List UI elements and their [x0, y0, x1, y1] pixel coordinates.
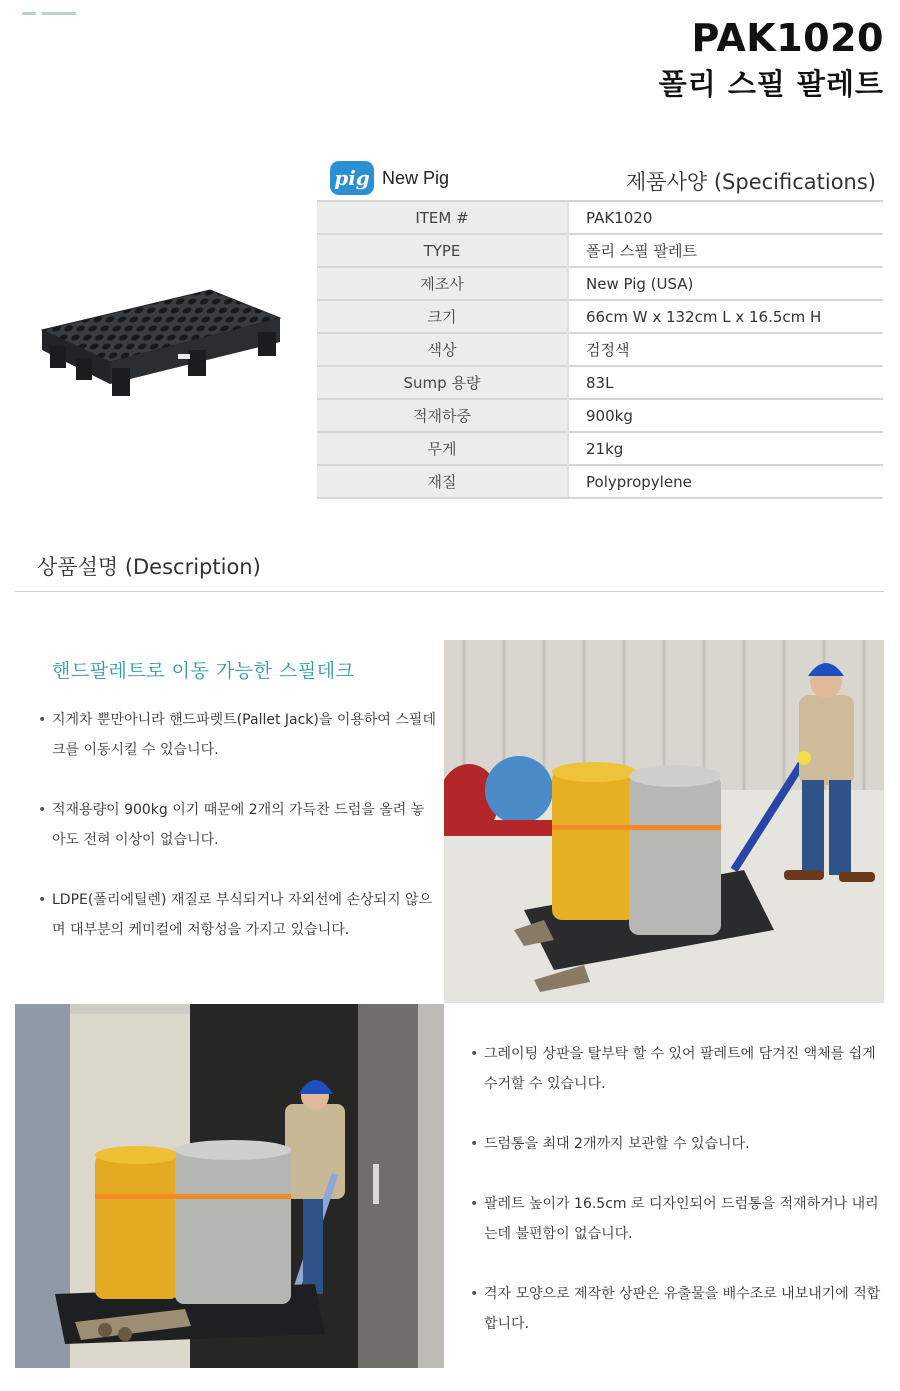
spec-value: PAK1020 — [568, 201, 883, 234]
product-name: 폴리 스필 팔레트 — [658, 67, 884, 101]
spec-key: Sump 용량 — [317, 366, 568, 399]
top-decoration — [22, 0, 102, 4]
pallet-product-image — [38, 288, 282, 398]
spec-value: 21kg — [568, 432, 883, 465]
spec-key: 적재하중 — [317, 399, 568, 432]
left-bullet-list — [38, 705, 436, 945]
pallet-jack-photo — [444, 640, 884, 1003]
spec-row — [317, 333, 883, 366]
bullet-item: • LDPE(폴리에틸렌) 재질로 부식되거나 자외선에 손상되지 않으며 대부분의 케미컬에 저항성을 가지고 있습니다. — [38, 885, 436, 945]
spec-key: 크기 — [317, 300, 568, 333]
spec-row — [317, 432, 883, 465]
section-divider — [15, 591, 884, 592]
bullet-item: • 격자 모양으로 제작한 상판은 유출물을 배수조로 내보내기에 적합합니다. — [470, 1279, 882, 1339]
spec-key: 색상 — [317, 333, 568, 366]
brand-name: New Pig — [382, 167, 450, 188]
bullet-item: • 지게차 뿐만아니라 핸드파렛트(Pallet Jack)을 이용하여 스필데크를 이동시킬 수 있습니다. — [38, 705, 436, 765]
spec-value: Polypropylene — [568, 465, 883, 498]
pig-logo-badge: pig — [330, 161, 374, 195]
spec-key: 제조사 — [317, 267, 568, 300]
spec-row — [317, 234, 883, 267]
spec-row — [317, 399, 883, 432]
spec-table — [317, 200, 883, 499]
spec-heading: 제품사양 (Specifications) — [626, 170, 876, 194]
description-heading: 상품설명 (Description) — [37, 555, 261, 579]
description-subheading: 핸드팔레트로 이동 가능한 스필데크 — [52, 660, 355, 682]
spec-value: 검정색 — [568, 333, 883, 366]
bullet-item: • 팔레트 높이가 16.5cm 로 디자인되어 드럼통을 적재하거나 내리는데 불편함이 없습니다. — [470, 1189, 882, 1249]
spec-value: 폴리 스필 팔레트 — [568, 234, 883, 267]
spec-value: 83L — [568, 366, 883, 399]
new-pig-logo — [330, 160, 449, 196]
doorway-drums-photo — [15, 1004, 444, 1368]
bullet-item: • 드럼통을 최대 2개까지 보관할 수 있습니다. — [470, 1129, 882, 1159]
right-bullet-list — [470, 1039, 882, 1339]
spec-value: New Pig (USA) — [568, 267, 883, 300]
spec-row — [317, 201, 883, 234]
spec-value: 900kg — [568, 399, 883, 432]
spec-key: TYPE — [317, 234, 568, 267]
spec-row — [317, 465, 883, 498]
spec-row — [317, 366, 883, 399]
spec-key: 재질 — [317, 465, 568, 498]
spec-key: ITEM # — [317, 201, 568, 234]
spec-row — [317, 300, 883, 333]
spec-row — [317, 267, 883, 300]
spec-key: 무게 — [317, 432, 568, 465]
bullet-item: • 그레이팅 상판을 탈부탁 할 수 있어 팔레트에 담겨진 액체를 쉽게 수거할 수 있습니다. — [470, 1039, 882, 1099]
spec-value: 66cm W x 132cm L x 16.5cm H — [568, 300, 883, 333]
bullet-item: • 적재용량이 900kg 이기 때문에 2개의 가득찬 드럼을 올려 놓아도 전혀 이상이 없습니다. — [38, 795, 436, 855]
product-code: PAK1020 — [691, 16, 884, 60]
